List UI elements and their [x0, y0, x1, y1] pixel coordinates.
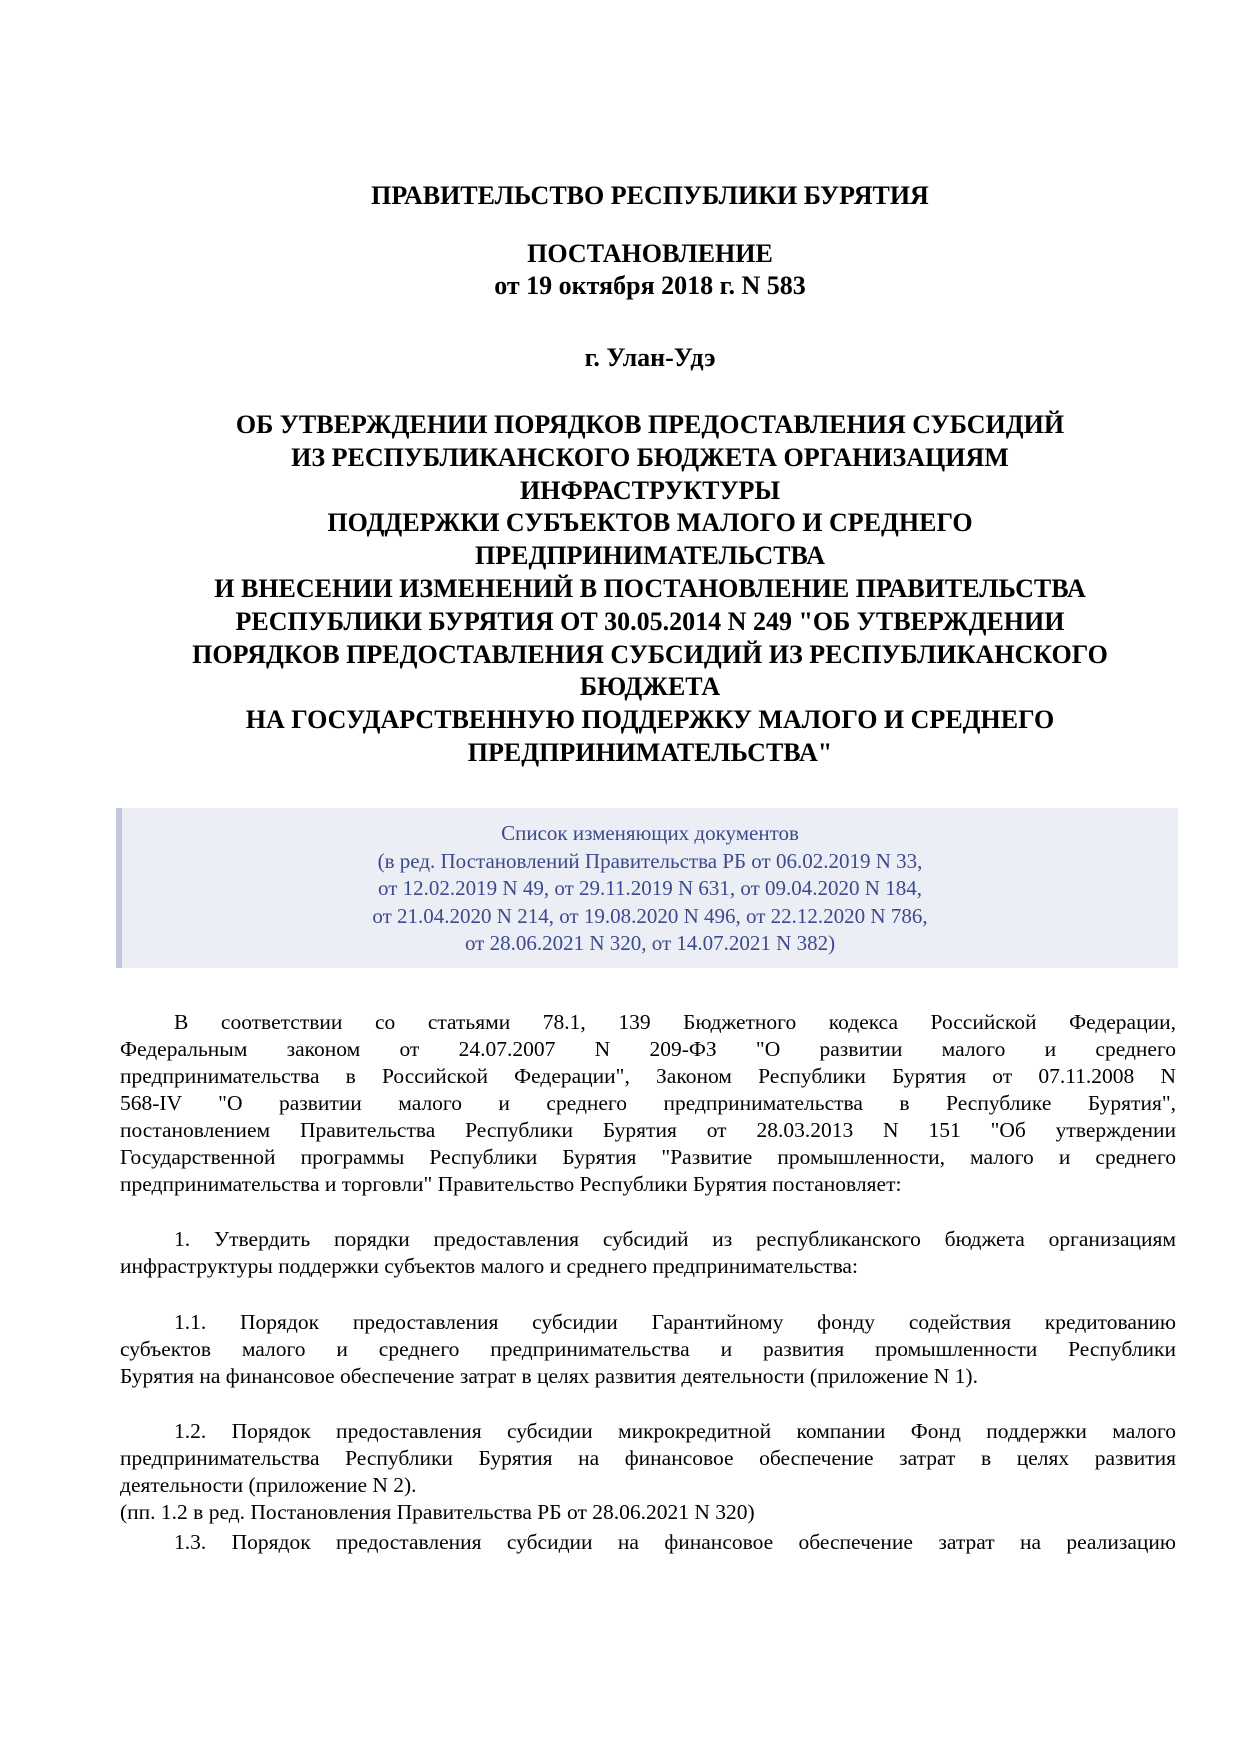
paragraph-line: 1.3. Порядок предоставления субсидии на финансовое обеспечение затрат на реализацию	[174, 1530, 1176, 1554]
amendment-note[interactable]: (пп. 1.2 в ред. Постановления Правительства РБ от 28.06.2021 N 320)	[120, 1500, 755, 1524]
paragraph-line: 1.1. Порядок предоставления субсидии Гарантийному фонду содействия кредитованию	[174, 1310, 1176, 1334]
paragraph-line: предпринимательства в Российской Федерации", Законом Республики Бурятия от 07.11.2008 N	[120, 1064, 1176, 1088]
title-line: ИЗ РЕСПУБЛИКАНСКОГО БЮДЖЕТА ОРГАНИЗАЦИЯМ	[291, 442, 1009, 472]
amending-document-line[interactable]: (в ред. Постановлений Правительства РБ от 06.02.2019 N 33,	[377, 848, 923, 873]
paragraph-line: инфраструктуры поддержки субъектов малого и среднего предпринимательства:	[120, 1254, 858, 1278]
paragraph-line: деятельности (приложение N 2).	[120, 1473, 417, 1497]
document-city: г. Улан-Удэ	[584, 343, 716, 372]
paragraph-line: В соответствии со статьями 78.1, 139 Бюджетного кодекса Российской Федерации,	[174, 1010, 1176, 1034]
amending-document-line[interactable]: от 21.04.2020 N 214, от 19.08.2020 N 496, от 22.12.2020 N 786,	[372, 903, 928, 928]
paragraph-line: 568-IV "О развитии малого и среднего предпринимательства в Республике Бурятия",	[120, 1091, 1176, 1115]
government-heading: ПРАВИТЕЛЬСТВО РЕСПУБЛИКИ БУРЯТИЯ	[371, 181, 929, 210]
title-line: ОБ УТВЕРЖДЕНИИ ПОРЯДКОВ ПРЕДОСТАВЛЕНИЯ СУБСИДИЙ	[235, 410, 1065, 439]
item-1-3-paragraph	[120, 1529, 1176, 1556]
title-line: ПОДДЕРЖКИ СУБЪЕКТОВ МАЛОГО И СРЕДНЕГО	[327, 508, 973, 538]
title-line: ПРЕДПРИНИМАТЕЛЬСТВА"	[467, 737, 833, 767]
paragraph-line: Федеральным законом от 24.07.2007 N 209-ФЗ "О развитии малого и среднего	[120, 1037, 1176, 1061]
title-line: И ВНЕСЕНИИ ИЗМЕНЕНИЙ В ПОСТАНОВЛЕНИЕ ПРАВИТЕЛЬСТВА	[214, 573, 1086, 603]
paragraph-line: 1.2. Порядок предоставления субсидии микрокредитной компании Фонд поддержки малого	[174, 1419, 1176, 1443]
amending-documents-heading: Список изменяющих документов	[501, 821, 799, 845]
title-line: ПРЕДПРИНИМАТЕЛЬСТВА	[475, 541, 825, 571]
amending-documents-list	[122, 820, 1178, 958]
title-line: БЮДЖЕТА	[579, 672, 721, 702]
paragraph-line: 1. Утвердить порядки предоставления субсидий из республиканского бюджета организациям	[174, 1227, 1176, 1251]
item-1-1-paragraph	[120, 1309, 1176, 1390]
title-line: ИНФРАСТРУКТУРЫ	[520, 475, 780, 505]
title-line: ПОРЯДКОВ ПРЕДОСТАВЛЕНИЯ СУБСИДИЙ ИЗ РЕСПУБЛИКАНСКОГО	[192, 639, 1108, 669]
paragraph-line: Государственной программы Республики Бурятия "Развитие промышленности, малого и среднего	[120, 1145, 1176, 1169]
paragraph-line: предпринимательства и торговли" Правительство Республики Бурятия постановляет:	[120, 1172, 902, 1196]
amending-documents-box	[116, 808, 1178, 968]
paragraph-line: Бурятия на финансовое обеспечение затрат в целях развития деятельности (приложение N 1).	[120, 1364, 978, 1388]
document-type: ПОСТАНОВЛЕНИЕ	[527, 239, 773, 268]
item-1-2-paragraph	[120, 1418, 1176, 1526]
amending-document-line[interactable]: от 28.06.2021 N 320, от 14.07.2021 N 382)	[464, 931, 836, 955]
title-line: РЕСПУБЛИКИ БУРЯТИЯ ОТ 30.05.2014 N 249 "ОБ УТВЕРЖДЕНИИ	[235, 606, 1065, 636]
paragraph-line: предпринимательства Республики Бурятия на финансовое обеспечение затрат в целях развития	[120, 1446, 1176, 1470]
paragraph-line: постановлением Правительства Республики Бурятия от 28.03.2013 N 151 "Об утверждении	[120, 1118, 1176, 1142]
document-date-number: от 19 октября 2018 г. N 583	[494, 271, 806, 300]
document-title	[120, 409, 1180, 770]
preamble-paragraph	[120, 1009, 1176, 1198]
paragraph-line: субъектов малого и среднего предпринимательства и развития промышленности Республики	[120, 1337, 1176, 1361]
amending-document-line[interactable]: от 12.02.2019 N 49, от 29.11.2019 N 631, от 09.04.2020 N 184,	[378, 876, 922, 900]
item-1-paragraph	[120, 1226, 1176, 1280]
title-line: НА ГОСУДАРСТВЕННУЮ ПОДДЕРЖКУ МАЛОГО И СРЕДНЕГО	[245, 705, 1055, 735]
